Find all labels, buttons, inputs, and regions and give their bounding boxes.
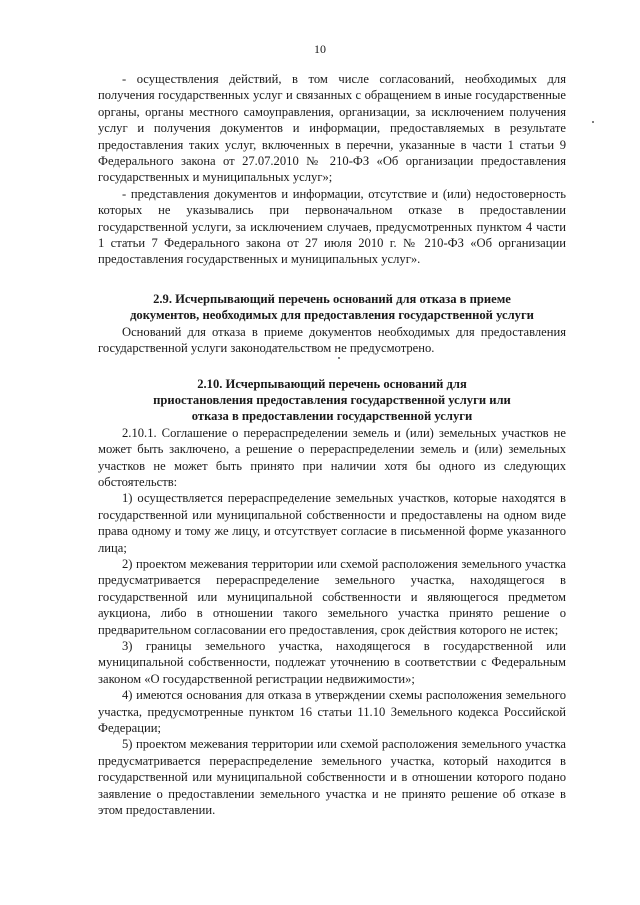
list-item: 2) проектом межевания территории или схемой расположения земельного участка предусматривается перераспределение земельного участка, находящегося в государственной или муниципальной собственности и являющегося предметом аукциона, либо в отношении такого земельного участка принято решение о предварительном согласовании его предоставления, срок действия которого не истек; bbox=[98, 556, 566, 637]
intro-paragraph: - осуществления действий, в том числе согласований, необходимых для получения государственных услуг и связанных с обращением в иные государственные органы, органы местного самоуправления, организации, за исключением получения услуг и получения документов и информации, предоставляемых в результате предоставления таких услуг, включенных в перечни, указанные в части 1 статьи 9 Федерального закона от 27.07.2010 № 210-ФЗ «Об организации предоставления государственных и муниципальных услуг»; bbox=[98, 72, 566, 185]
section-paragraph: 2.10.1. Соглашение о перераспределении земель и (или) земельных участков не может быть заключено, а решение о перераспределении земель и (или) земельных участков не может быть принято при наличии хотя бы одного из следующих обстоятельств: bbox=[98, 425, 566, 489]
intro-paragraph: - представления документов и информации, отсутствие и (или) недостоверность которых не указывались при первоначальном отказе в предоставлении государственной услуги, за исключением случаев, предусмотренных пунктом 4 части 1 статьи 7 Федерального закона от 27 июля 2010 г. № 210-ФЗ «Об организации предоставления государственных и муниципальных услуг». bbox=[98, 186, 566, 267]
page-number: 10 bbox=[314, 42, 326, 56]
section-heading: 2.10. Исчерпывающий перечень оснований для bbox=[197, 376, 467, 391]
list-item: 5) проектом межевания территории или схемой расположения земельного участка предусматривается перераспределение земельного участка, который находится в государственной или муниципальной собственности и в отношении которого подано заявление о предоставлении земельного участка и не принято решение об отказе в этом предоставлении. bbox=[98, 737, 566, 818]
section-heading: 2.9. Исчерпывающий перечень оснований для отказа в приеме bbox=[153, 291, 511, 306]
section-heading: документов, необходимых для предоставления государственной услуги bbox=[130, 308, 534, 323]
list-item: 1) осуществляется перераспределение земельных участков, которые находятся в государственной или муниципальной собственности и предоставлены на одном виде права одному и тому же лицу, и отсутствует согласие в письменной форме указанного лица; bbox=[98, 491, 566, 555]
document-body bbox=[98, 71, 566, 818]
list-item: 3) границы земельного участка, находящегося в государственной или муниципальной собственности, подлежат уточнению в соответствии с Федеральным законом «О государственной регистрации недвижимости»; bbox=[98, 639, 566, 686]
section-heading: отказа в предоставлении государственной услуги bbox=[191, 409, 473, 424]
scan-speck bbox=[592, 121, 594, 123]
list-item: 4) имеются основания для отказа в утверждении схемы расположения земельного участка, предусмотренные пунктом 16 статьи 11.10 Земельного кодекса Российской Федерации; bbox=[98, 688, 566, 736]
section-heading: приостановления предоставления государственной услуги или bbox=[153, 392, 511, 407]
section-paragraph: Оснований для отказа в приеме документов необходимых для предоставления государственной услуги законодательством не предусмотрено. bbox=[98, 324, 566, 356]
spacer bbox=[98, 268, 566, 291]
spacer bbox=[98, 357, 566, 376]
